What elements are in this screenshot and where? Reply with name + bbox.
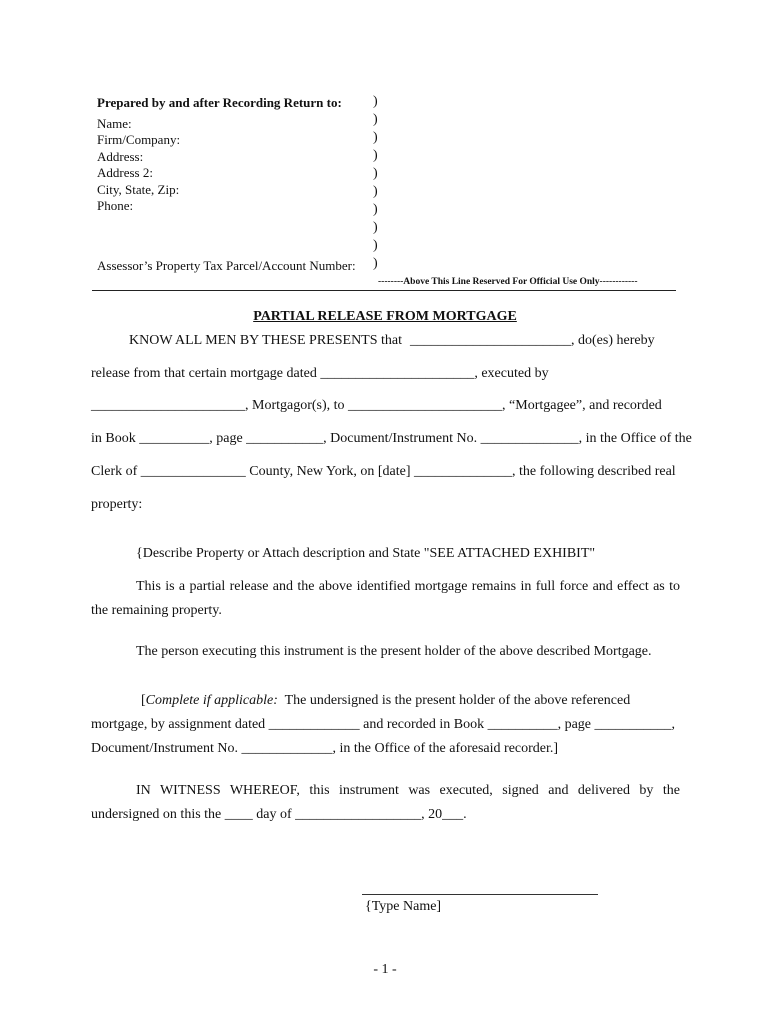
address2-field-label: Address 2:	[97, 165, 153, 180]
paren-2: )	[373, 112, 378, 127]
complete-if-applicable-label: Complete if applicable:	[145, 693, 278, 708]
reserved-divider	[92, 290, 676, 291]
body-line-1b: _______________________, do(es) hereby	[410, 333, 655, 348]
assignment-line-2: Document/Instrument No. _____________, in the Office of the aforesaid recorder.]	[91, 741, 559, 756]
reserved-notice: --------Above This Line Reserved For Official Use Only------------	[378, 277, 638, 287]
partial-release-line-1: This is a partial release and the above identified mortgage remains in full force and effect as to	[136, 579, 680, 594]
paren-1: )	[373, 94, 378, 109]
witness-line-2: undersigned on this the ____ day of __________________, 20___.	[91, 807, 467, 822]
page-number: - 1 -	[373, 962, 397, 977]
signature-line	[362, 894, 598, 895]
paren-3: )	[373, 130, 378, 145]
parcel-number-label: Assessor’s Property Tax Parcel/Account Number:	[97, 258, 356, 273]
paren-7: )	[373, 202, 378, 217]
body-line-5: Clerk of _______________ County, New York, on [date] ______________, the following described real	[91, 464, 676, 479]
firm-field-label: Firm/Company:	[97, 132, 181, 147]
type-name-placeholder: {Type Name]	[365, 899, 442, 914]
complete-rest-text: The undersigned is the present holder of the above referenced	[277, 693, 631, 708]
partial-release-line-2: the remaining property.	[91, 603, 222, 618]
body-line-3: ______________________, Mortgagor(s), to ______________________, “Mortgagee”, and recorded	[91, 398, 662, 413]
city-state-zip-label: City, State, Zip:	[97, 182, 180, 197]
body-line-2: release from that certain mortgage dated ______________________, executed by	[91, 366, 549, 381]
paren-9: )	[373, 238, 378, 253]
address-field-label: Address:	[97, 149, 144, 164]
body-line-4: in Book __________, page ___________, Document/Instrument No. ______________, in the Office of the	[91, 431, 692, 446]
describe-property-note: {Describe Property or Attach description and State "SEE ATTACHED EXHIBIT"	[136, 546, 596, 561]
name-field-label: Name:	[97, 116, 132, 131]
prepared-by-label: Prepared by and after Recording Return to:	[97, 95, 342, 110]
paren-8: )	[373, 220, 378, 235]
body-line-6: property:	[91, 497, 143, 512]
paren-4: )	[373, 148, 378, 163]
paren-5: )	[373, 166, 378, 181]
document-title: PARTIAL RELEASE FROM MORTGAGE	[253, 309, 517, 324]
holder-statement: The person executing this instrument is the present holder of the above described Mortgage.	[136, 644, 652, 659]
body-line-1a: KNOW ALL MEN BY THESE PRESENTS that	[129, 333, 403, 348]
paren-10: )	[373, 256, 378, 271]
complete-if-applicable-line	[141, 693, 630, 709]
phone-field-label: Phone:	[97, 198, 134, 213]
assignment-line-1: mortgage, by assignment dated _____________ and recorded in Book __________, page ___________,	[91, 717, 676, 732]
witness-line-1: IN WITNESS WHEREOF, this instrument was executed, signed and delivered by the	[136, 783, 680, 798]
paren-6: )	[373, 184, 378, 199]
complete-bracket: [	[141, 693, 146, 708]
